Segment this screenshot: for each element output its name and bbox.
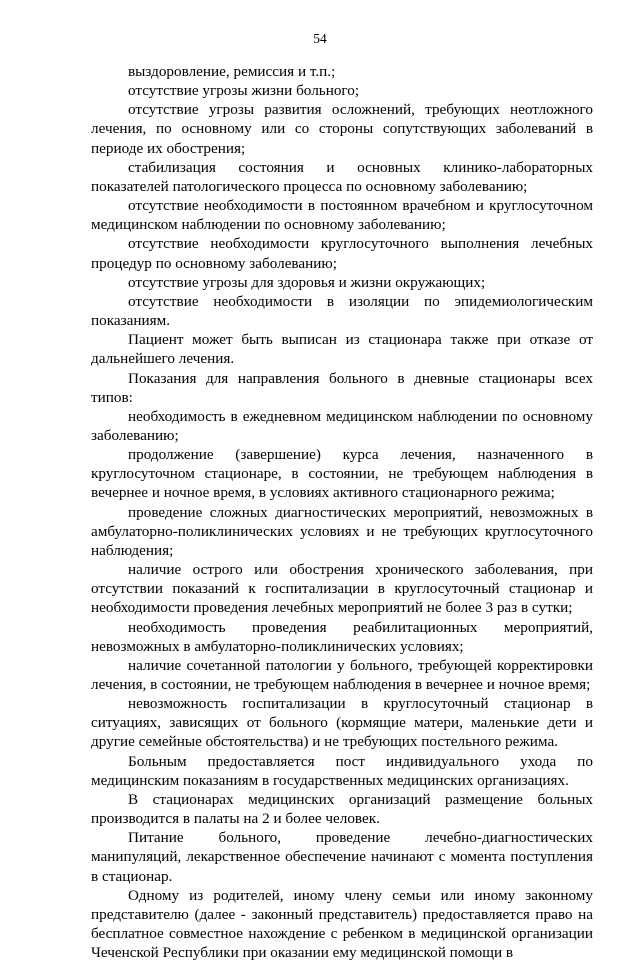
paragraph: необходимость в ежедневном медицинском наблюдении по основному заболеванию; <box>91 407 593 444</box>
paragraph: отсутствие необходимости круглосуточного выполнения лечебных процедур по основному заболеванию; <box>91 235 593 272</box>
paragraph: стабилизация состояния и основных клинико-лабораторных показателей патологического процесса по основному заболеванию; <box>91 158 593 195</box>
paragraph: отсутствие необходимости в постоянном врачебном и круглосуточном медицинском наблюдении по основному заболеванию; <box>91 197 593 234</box>
page-number: 54 <box>313 31 327 46</box>
paragraph: наличие сочетанной патологии у больного, требующей корректировки лечения, в состоянии, не требующем наблюдения в вечернее и ночное время; <box>91 656 593 693</box>
paragraph: отсутствие угрозы развития осложнений, требующих неотложного лечения, по основному или со стороны сопутствующих заболеваний в периоде их обострения; <box>91 101 593 157</box>
paragraph: Показания для направления больного в дневные стационары всех типов: <box>91 369 593 406</box>
document-body <box>91 62 593 962</box>
paragraph: Больным предоставляется пост индивидуального ухода по медицинским показаниям в государственных медицинских организациях. <box>91 752 593 789</box>
paragraph: отсутствие угрозы для здоровья и жизни окружающих; <box>128 273 486 291</box>
paragraph: Пациент может быть выписан из стационара также при отказе от дальнейшего лечения. <box>91 331 593 368</box>
paragraph: В стационарах медицинских организаций размещение больных производится в палаты на 2 и более человек. <box>91 790 593 828</box>
paragraph: продолжение (завершение) курса лечения, назначенного в круглосуточном стационаре, в состоянии, не требующем наблюдения в вечернее и ночное время, в условиях активного стационарного режима; <box>91 446 593 502</box>
paragraph: Питание больного, проведение лечебно-диагностических манипуляций, лекарственное обеспечение начинают с момента поступления в стационар. <box>91 829 593 885</box>
paragraph: отсутствие угрозы жизни больного; <box>128 82 360 100</box>
paragraph: Одному из родителей, иному члену семьи или иному законному представителю (далее - законный представитель) предоставляется право на бесплатное совместное нахождение с ребенком в медицинской организации Чеченской Республики при оказании ему медицинской помощи в <box>91 886 593 962</box>
paragraph: необходимость проведения реабилитационных мероприятий, невозможных в амбулаторно-поликлинических условиях; <box>91 618 593 655</box>
paragraph: выздоровление, ремиссия и т.п.; <box>128 63 336 80</box>
paragraph: проведение сложных диагностических мероприятий, невозможных в амбулаторно-поликлинических условиях и не требующих круглосуточного наблюдения; <box>91 503 593 559</box>
paragraph: наличие острого или обострения хронического заболевания, при отсутствии показаний к госпитализации в круглосуточный стационар и необходимости проведения лечебных мероприятий не более 3 раз в сутки; <box>91 561 593 617</box>
paragraph: отсутствие необходимости в изоляции по эпидемиологическим показаниям. <box>91 292 593 330</box>
paragraph: невозможность госпитализации в круглосуточный стационар в ситуациях, зависящих от больного (кормящие матери, маленькие дети и другие семейные обстоятельства) и не требующих постельного режима. <box>91 695 593 751</box>
